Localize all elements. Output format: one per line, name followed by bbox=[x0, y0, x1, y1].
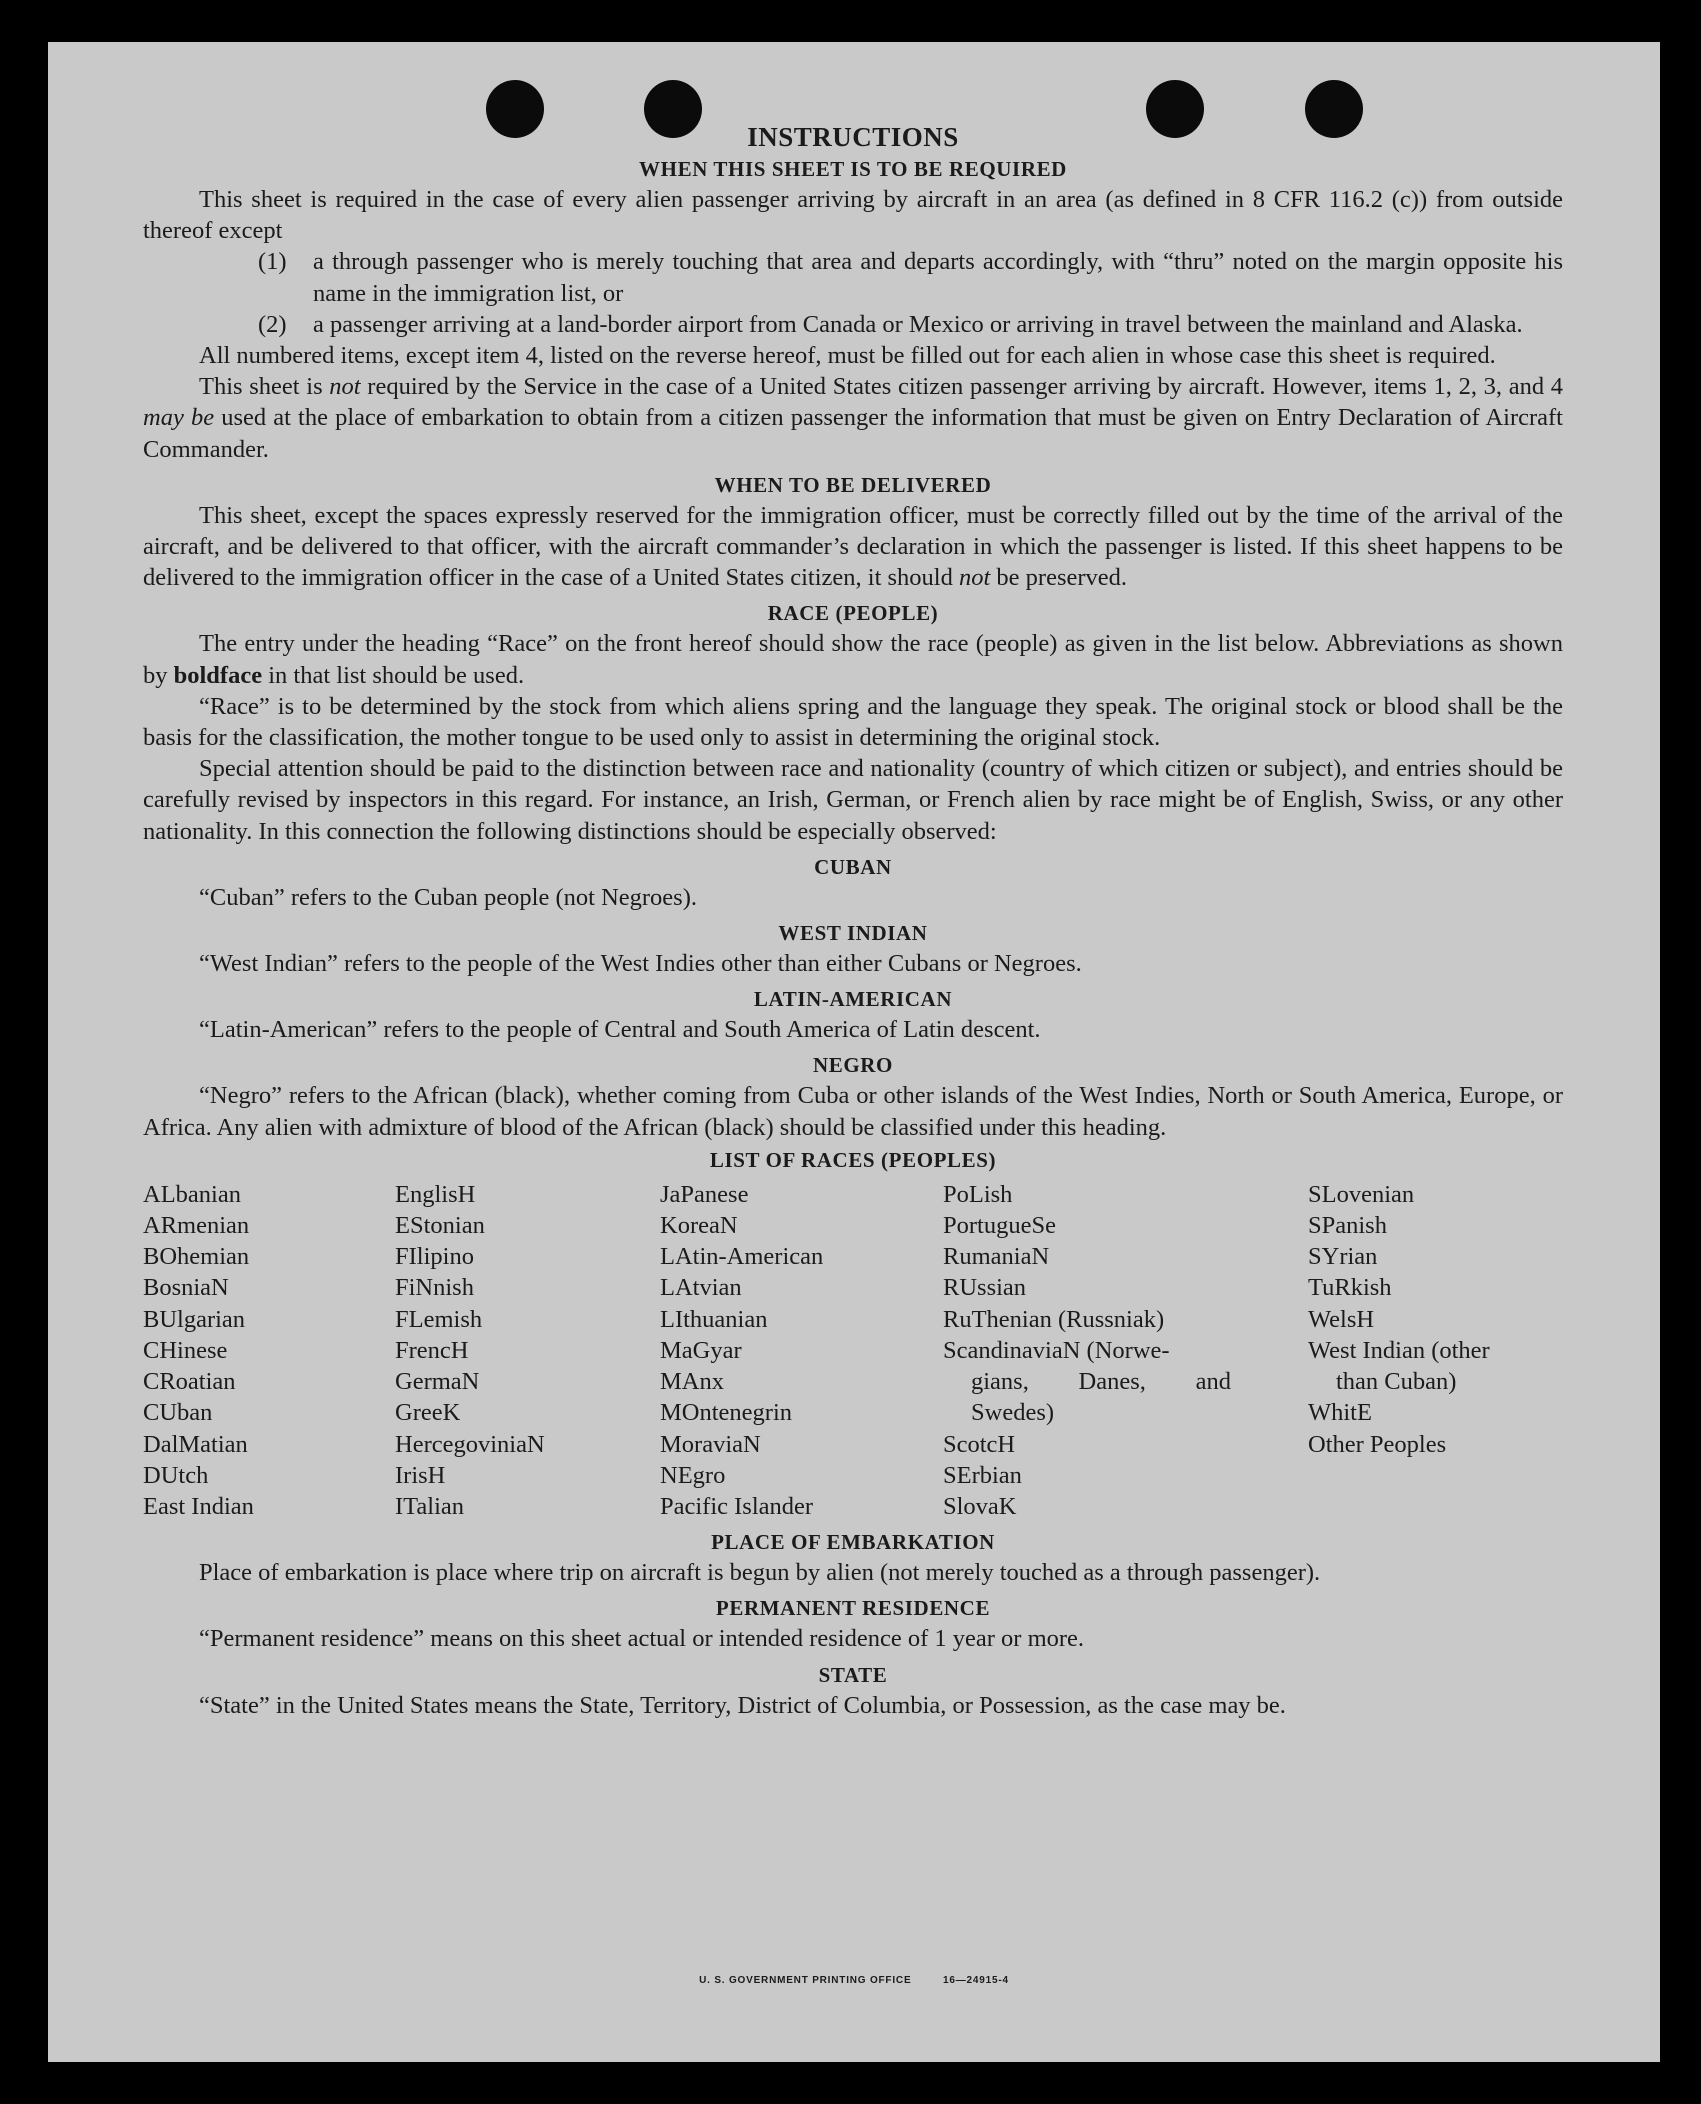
race-entry: MoraviaN bbox=[660, 1430, 761, 1458]
heading-list-of-races: LIST OF RACES (PEOPLES) bbox=[709, 1147, 997, 1172]
printer-footer bbox=[48, 1975, 1660, 1986]
race-entry: HercegoviniaN bbox=[395, 1430, 545, 1458]
race-entry: East Indian bbox=[143, 1492, 254, 1520]
race-entry: WelsH bbox=[1308, 1305, 1375, 1333]
heading-when-required: WHEN THIS SHEET IS TO BE REQUIRED bbox=[639, 157, 1067, 181]
race-entry: SErbian bbox=[943, 1461, 1022, 1489]
race-entry: Other Peoples bbox=[1308, 1430, 1447, 1458]
race-entry: KoreaN bbox=[660, 1212, 738, 1240]
heading-latin-american: LATIN-AMERICAN bbox=[753, 987, 953, 1012]
form-code: 16—24915-4 bbox=[943, 1975, 1009, 1986]
document-page bbox=[48, 42, 1660, 2062]
heading-west-indian: WEST INDIAN bbox=[778, 921, 928, 946]
west-indian-text: “West Indian” refers to the people of the West Indies other than either Cubans or Negroes. bbox=[199, 950, 1082, 978]
heading-cuban: CUBAN bbox=[814, 854, 892, 879]
race-entry: ITalian bbox=[395, 1492, 465, 1520]
race-entry: RuThenian (Russniak) bbox=[943, 1305, 1165, 1333]
races-column bbox=[660, 1179, 943, 1522]
race-entry: GreeK bbox=[395, 1399, 461, 1427]
race-entry: West Indian (other bbox=[1308, 1336, 1490, 1364]
printer-name: U. S. GOVERNMENT PRINTING OFFICE bbox=[699, 1975, 912, 1986]
race-entry: Pacific Islander bbox=[660, 1492, 814, 1520]
race-entry: DalMatian bbox=[143, 1430, 248, 1458]
race-entry: CUban bbox=[143, 1399, 213, 1427]
required-para-numbered-items: All numbered items, except item 4, listed on the reverse hereof, must be filled out for each alien in whose case this sheet is required. bbox=[199, 342, 1496, 370]
race-entry: IrisH bbox=[395, 1461, 446, 1489]
races-list bbox=[143, 1179, 1563, 1522]
required-para-citizen: This sheet is not required by the Service in the case of a United States citizen passenger arriving by aircraft. However, items 1, 2, 3, and 4 may be used at the place of embarkation to obtain from a citizen passenger the information that must be given on Entry Declaration of Aircraft Commander. bbox=[143, 373, 1564, 463]
race-entry: FIlipino bbox=[395, 1243, 474, 1271]
race-entry: FrencH bbox=[395, 1336, 469, 1364]
race-entry: SlovaK bbox=[943, 1492, 1017, 1520]
race-entry: TuRkish bbox=[1308, 1274, 1392, 1302]
race-entry: GermaN bbox=[395, 1368, 480, 1396]
race-para-distinction: Special attention should be paid to the distinction between race and nationality (country of which citizen or subject), and entries should be carefully revised by inspectors in this regard. For instance, an Irish, German, or French alien by race might be of English, Swiss, or any other nationality. In this connection the following distinctions should be especially observed: bbox=[143, 755, 1563, 845]
race-entry: EStonian bbox=[395, 1212, 485, 1240]
heading-state: STATE bbox=[818, 1662, 888, 1687]
race-entry: MOntenegrin bbox=[660, 1399, 792, 1427]
race-entry: ScandinaviaN (Norwe- bbox=[943, 1336, 1170, 1364]
embarkation-text: Place of embarkation is place where trip on aircraft is begun by alien (not merely touched as a through passenger). bbox=[199, 1559, 1321, 1587]
race-entry: than Cuban) bbox=[1336, 1368, 1457, 1396]
heading-when-delivered: WHEN TO BE DELIVERED bbox=[714, 472, 992, 497]
heading-permanent-residence: PERMANENT RESIDENCE bbox=[715, 1596, 991, 1621]
cuban-text: “Cuban” refers to the Cuban people (not Negroes). bbox=[199, 883, 697, 911]
state-text: “State” in the United States means the State, Territory, District of Columbia, or Possession, as the case may be. bbox=[199, 1691, 1286, 1719]
races-column bbox=[143, 1179, 395, 1522]
races-column bbox=[395, 1179, 660, 1522]
race-entry: LIthuanian bbox=[660, 1305, 768, 1333]
race-entry: RumaniaN bbox=[943, 1243, 1050, 1271]
negro-text: “Negro” refers to the African (black), whether coming from Cuba or other islands of the West Indies, North or South America, Europe, or Africa. Any alien with admixture of blood of the African (black) should be classified under this heading. bbox=[143, 1082, 1563, 1141]
race-entry: EnglisH bbox=[395, 1180, 476, 1208]
race-entry: Swedes) bbox=[971, 1399, 1055, 1427]
race-entry: FiNnish bbox=[395, 1274, 474, 1302]
races-column bbox=[1308, 1179, 1563, 1522]
race-entry: gians, Danes, and bbox=[971, 1368, 1231, 1396]
page-title: INSTRUCTIONS bbox=[747, 122, 959, 152]
race-entry: CHinese bbox=[143, 1336, 228, 1364]
race-entry: ARmenian bbox=[143, 1212, 250, 1240]
race-entry: SPanish bbox=[1308, 1212, 1387, 1240]
race-entry: RUssian bbox=[943, 1274, 1027, 1302]
race-entry: ScotcH bbox=[943, 1430, 1016, 1458]
heading-place-of-embarkation: PLACE OF EMBARKATION bbox=[711, 1530, 995, 1555]
race-entry: LAtin-American bbox=[660, 1243, 824, 1271]
race-entry: MaGyar bbox=[660, 1336, 742, 1364]
exception-item: (2) a passenger arriving at a land-border airport from Canada or Mexico or arriving in travel between the mainland and Alaska. bbox=[258, 310, 1523, 338]
race-entry: FLemish bbox=[395, 1305, 483, 1333]
latin-american-text: “Latin-American” refers to the people of Central and South America of Latin descent. bbox=[199, 1016, 1041, 1044]
race-entry: WhitE bbox=[1308, 1399, 1372, 1427]
heading-race: RACE (PEOPLE) bbox=[767, 601, 939, 626]
race-entry: BOhemian bbox=[143, 1243, 250, 1271]
race-entry: LAtvian bbox=[660, 1274, 742, 1302]
race-entry: SYrian bbox=[1308, 1243, 1378, 1271]
races-column bbox=[943, 1179, 1308, 1522]
race-entry: DUtch bbox=[143, 1461, 209, 1489]
race-entry: CRoatian bbox=[143, 1368, 236, 1396]
residence-text: “Permanent residence” means on this sheet actual or intended residence of 1 year or more. bbox=[199, 1625, 1085, 1653]
race-entry: NEgro bbox=[660, 1461, 726, 1489]
race-entry: JaPanese bbox=[660, 1180, 749, 1208]
race-entry: ALbanian bbox=[143, 1180, 241, 1208]
race-entry: BosniaN bbox=[143, 1274, 229, 1302]
delivered-text: This sheet, except the spaces expressly reserved for the immigration officer, must be correctly filled out by the time of the arrival of the aircraft, and be delivered to that officer, with the aircraft commander’s declaration in which the passenger is listed. If this sheet happens to be delivered to the immigration officer in the case of a United States citizen, it should not be preserved. bbox=[143, 501, 1563, 592]
exception-item: (1) a through passenger who is merely touching that area and departs accordingly, with “thru” noted on the margin opposite his name in the immigration list, or bbox=[258, 248, 1563, 307]
race-entry: MAnx bbox=[660, 1368, 724, 1396]
required-intro: This sheet is required in the case of every alien passenger arriving by aircraft in an area (as defined in 8 CFR 116.2 (c)) from outside thereof except bbox=[143, 186, 1563, 245]
race-entry: BUlgarian bbox=[143, 1305, 246, 1333]
race-entry: PortugueSe bbox=[943, 1212, 1056, 1240]
instructions-content bbox=[143, 120, 1563, 1721]
race-para-entry: The entry under the heading “Race” on the front hereof should show the race (people) as given in the list below. Abbreviations as shown by boldface in that list should be used. bbox=[143, 630, 1563, 689]
heading-negro: NEGRO bbox=[812, 1053, 893, 1078]
race-entry: SLovenian bbox=[1308, 1180, 1415, 1208]
race-para-stock: “Race” is to be determined by the stock from which aliens spring and the language they speak. The original stock or blood shall be the basis for the classification, the mother tongue to be used only to assist in determining the original stock. bbox=[143, 692, 1563, 752]
race-entry: PoLish bbox=[943, 1180, 1013, 1208]
